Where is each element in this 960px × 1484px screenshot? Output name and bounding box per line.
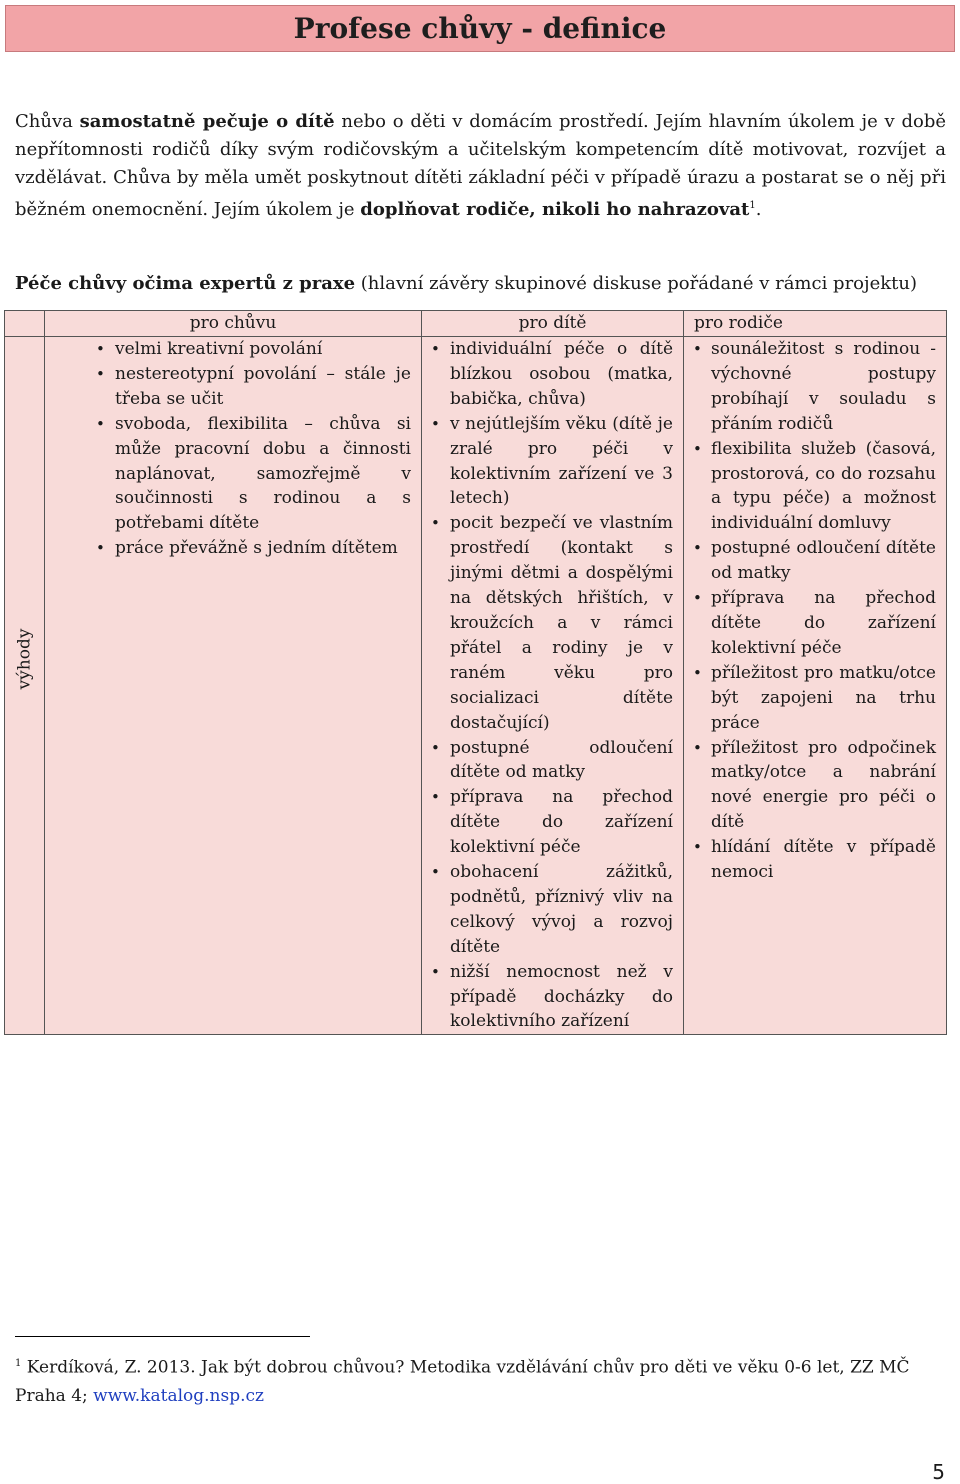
list-item xyxy=(684,586,946,661)
header-empty-cell xyxy=(5,311,45,337)
list-item-text: postupné odloučení dítěte od matky xyxy=(450,737,673,783)
section-heading-bold: Péče chůvy očima expertů z praxe xyxy=(15,273,356,294)
list-item xyxy=(422,337,683,412)
list-item-text: hlídání dítěte v případě nemoci xyxy=(711,837,936,883)
header-pro-rodice: pro rodiče xyxy=(684,311,947,337)
list-item xyxy=(684,835,946,885)
list-item xyxy=(45,362,421,412)
list-pro-rodice xyxy=(684,337,946,885)
bullet-icon: • xyxy=(431,962,440,981)
list-item xyxy=(422,412,683,512)
list-item-text: postupné odloučení dítěte od matky xyxy=(711,538,936,584)
list-item-text: příležitost pro odpočinek matky/otce a nabrání nové energie pro péči o dítě xyxy=(711,737,936,833)
list-item xyxy=(684,736,946,836)
bullet-icon: • xyxy=(431,788,440,807)
bullet-icon: • xyxy=(96,364,105,383)
bullet-icon: • xyxy=(431,738,440,757)
list-item-text: sounáležitost s rodinou - výchovné postupy probíhají v souladu s přáním rodičů xyxy=(711,339,936,434)
cell-pro-rodice xyxy=(684,337,947,1035)
intro-text-1: Chůva xyxy=(15,111,80,132)
list-item-text: svoboda, flexibilita – chůva si může pracovní dobu a činnosti naplánovat, samozřejmě v součinnosti s rodinou a s potřebami dítěte xyxy=(115,413,411,534)
footnote xyxy=(15,1350,950,1410)
intro-text-3: . xyxy=(755,199,762,220)
bullet-icon: • xyxy=(431,340,440,358)
footnote-text: Kerdíková, Z. 2013. Jak být dobrou chůvou? Metodika vzdělávání chův pro děti ve věku 0-6 let, ZZ MČ Praha 4; xyxy=(15,1357,910,1406)
row-label-cell xyxy=(5,337,45,1035)
list-item xyxy=(422,511,683,735)
page-title: Profese chůvy - definice xyxy=(293,12,667,45)
footnote-divider xyxy=(15,1336,310,1337)
bullet-icon: • xyxy=(96,340,105,358)
row-label-vyhody: výhody xyxy=(14,628,35,690)
bullet-icon: • xyxy=(693,439,702,458)
list-item-text: nižší nemocnost než v případě docházky do kolektivního zařízení xyxy=(450,961,673,1032)
list-item xyxy=(45,536,421,561)
page-number: 5 xyxy=(932,1460,945,1484)
list-item-text: individuální péče o dítě blízkou osobou (matka, babička, chůva) xyxy=(450,339,673,409)
list-item-text: příprava na přechod dítěte do zařízení kolektivní péče xyxy=(450,787,673,858)
list-item xyxy=(684,437,946,537)
advantages-table xyxy=(4,310,947,1035)
cell-pro-chuvu xyxy=(45,337,422,1035)
bullet-icon: • xyxy=(693,738,702,757)
intro-paragraph xyxy=(15,108,946,224)
bullet-icon: • xyxy=(96,414,105,433)
list-item xyxy=(422,860,683,960)
list-pro-chuvu xyxy=(45,337,421,561)
list-item xyxy=(684,661,946,736)
list-item-text: práce převážně s jedním dítětem xyxy=(115,538,398,559)
bullet-icon: • xyxy=(693,838,702,857)
bullet-icon: • xyxy=(96,539,105,558)
intro-bold-1: samostatně pečuje o dítě xyxy=(79,111,335,132)
bullet-icon: • xyxy=(431,514,440,533)
header-pro-chuvu: pro chůvu xyxy=(45,311,422,337)
list-item xyxy=(422,960,683,1035)
section-heading-rest: (hlavní závěry skupinové diskuse pořádané v rámci projektu) xyxy=(355,273,917,294)
list-item-text: pocit bezpečí ve vlastním prostředí (kontakt s jinými dětmi a dospělými na dětských hřištích, v kroužcích a v rámci přátel a rodiny je v raném věku pro socializaci dítěte dostačující) xyxy=(450,513,673,733)
table-row-vyhody xyxy=(5,337,947,1035)
list-item-text: velmi kreativní povolání xyxy=(115,339,323,359)
bullet-icon: • xyxy=(693,340,702,358)
bullet-icon: • xyxy=(431,414,440,433)
intro-bold-2: doplňovat rodiče, nikoli ho nahrazovat xyxy=(360,199,750,220)
section-heading xyxy=(15,271,946,297)
list-item xyxy=(45,337,421,362)
list-item-text: flexibilita služeb (časová, prostorová, co do rozsahu a typu péče) a možnost individuální domluvy xyxy=(711,438,936,534)
header-pro-dite: pro dítě xyxy=(422,311,684,337)
list-item-text: příprava na přechod dítěte do zařízení kolektivní péče xyxy=(711,588,936,658)
list-item xyxy=(684,337,946,437)
list-pro-dite xyxy=(422,337,683,1034)
bullet-icon: • xyxy=(693,589,702,608)
list-item xyxy=(684,536,946,586)
bullet-icon: • xyxy=(431,863,440,882)
footnote-number: 1 xyxy=(15,1358,22,1369)
cell-pro-dite xyxy=(422,337,684,1035)
list-item-text: obohacení zážitků, podnětů, příznivý vliv na celkový vývoj a rozvoj dítěte xyxy=(450,862,673,957)
bullet-icon: • xyxy=(693,663,702,682)
footnote-ref: 1 xyxy=(749,200,756,211)
list-item xyxy=(422,785,683,860)
list-item xyxy=(422,736,683,786)
list-item-text: nestereotypní povolání – stále je třeba se učit xyxy=(115,363,411,409)
list-item-text: příležitost pro matku/otce být zapojeni na trhu práce xyxy=(711,662,936,733)
bullet-icon: • xyxy=(693,539,702,558)
footnote-link[interactable]: www.katalog.nsp.cz xyxy=(93,1385,264,1406)
list-item xyxy=(45,412,421,537)
title-banner xyxy=(5,5,955,52)
list-item-text: v nejútlejším věku (dítě je zralé pro péči v kolektivním zařízení ve 3 letech) xyxy=(450,413,673,509)
intro-text-2: nebo o děti v domácím prostředí. Jejím hlavním úkolem je v době nepřítomnosti rodičů díky svým rodičovským a učitelským kompetencím dítě motivovat, rozvíjet a vzdělávat. Chůva by měla umět poskytnout dítěti základní péči v případě úrazu a postarat se o něj při běžném onemocnění. Jejím úkolem je xyxy=(15,111,946,220)
table-header-row xyxy=(5,311,947,337)
